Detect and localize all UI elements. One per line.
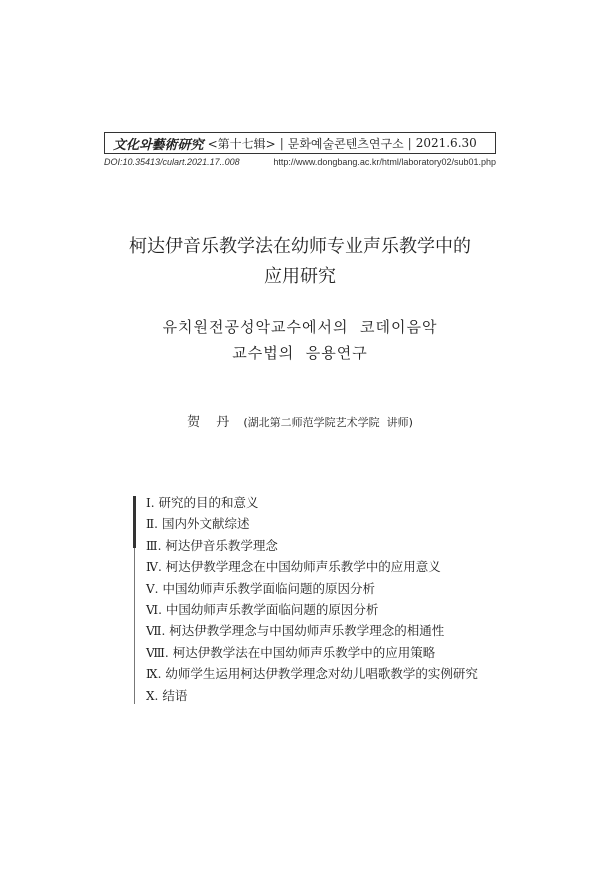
toc-text: 柯达伊音乐教学理念: [165, 537, 278, 553]
toc-item: [146, 620, 532, 641]
toc-text: 柯达伊教学理念在中国幼师声乐教学中的应用意义: [165, 559, 441, 575]
journal-logo: 文化와藝術研究: [113, 137, 204, 153]
toc-number: Ⅶ.: [146, 624, 166, 639]
toc-item: [146, 578, 532, 599]
journal-header: [104, 132, 496, 154]
toc-text: 研究的目的和意义: [158, 495, 259, 510]
publisher-label: 문화예술콘텐츠연구소: [287, 136, 404, 151]
toc-number: Ⅳ.: [146, 560, 162, 575]
toc-item: [146, 535, 532, 556]
toc-item: [146, 663, 532, 684]
table-of-contents: [132, 492, 532, 708]
toc-text: 中国幼师声乐教学面临问题的原因分析: [165, 601, 379, 617]
toc-rule-accent: [133, 496, 136, 548]
issue-label: <第十七辑>: [207, 136, 276, 151]
toc-text: 柯达伊教学法在中国幼师声乐教学中的应用策略: [172, 644, 436, 660]
header-divider: |: [279, 136, 284, 150]
title-chinese-line2: 应用研究: [264, 266, 336, 287]
toc-text: 幼师学生运用柯达伊教学理念对幼儿唱歌教学的实例研究: [165, 666, 478, 682]
publish-date: 2021.6.30: [415, 136, 477, 150]
toc-list: [132, 492, 532, 706]
toc-number: Ⅴ.: [146, 581, 159, 596]
toc-number: Ⅷ.: [146, 645, 169, 660]
doi-text: DOI:10.35413/culart.2021.17..008: [104, 157, 240, 167]
toc-item: [146, 556, 532, 577]
title-korean: [0, 314, 600, 366]
title-korean-line1: 유치원전공성악교수에서의 코데이음악: [162, 318, 438, 336]
toc-text: 中国幼师声乐教学面临问题的原因分析: [162, 580, 375, 596]
toc-number: Ⅱ.: [146, 517, 158, 532]
toc-number: Ⅸ.: [146, 667, 162, 682]
toc-item: [146, 492, 532, 513]
title-chinese-line1: 柯达伊音乐教学法在幼师专业声乐教学中的: [129, 236, 471, 257]
author-affiliation: (湖北第二师范学院艺术学院 讲师): [243, 416, 413, 429]
toc-text: 柯达伊教学理念与中国幼师声乐教学理念的相通性: [169, 623, 445, 639]
toc-text: 国内外文献综述: [161, 516, 250, 532]
toc-item: [146, 685, 532, 706]
journal-url[interactable]: http://www.dongbang.ac.kr/html/laboratory02/sub01.php: [273, 157, 496, 167]
toc-item: [146, 513, 532, 534]
title-korean-line2: 교수법의 응용연구: [232, 344, 368, 362]
toc-item: [146, 642, 532, 663]
toc-text: 结语: [162, 687, 188, 703]
toc-number: Ⅰ.: [146, 496, 155, 510]
toc-number: Ⅵ.: [146, 602, 162, 617]
meta-line: [104, 157, 496, 167]
toc-item: [146, 599, 532, 620]
title-chinese: [0, 232, 600, 292]
author-line: [0, 411, 600, 430]
header-divider: |: [407, 136, 412, 150]
toc-number: Ⅹ.: [146, 688, 159, 703]
toc-number: Ⅲ.: [146, 538, 162, 553]
author-name: 贺 丹: [187, 415, 236, 430]
